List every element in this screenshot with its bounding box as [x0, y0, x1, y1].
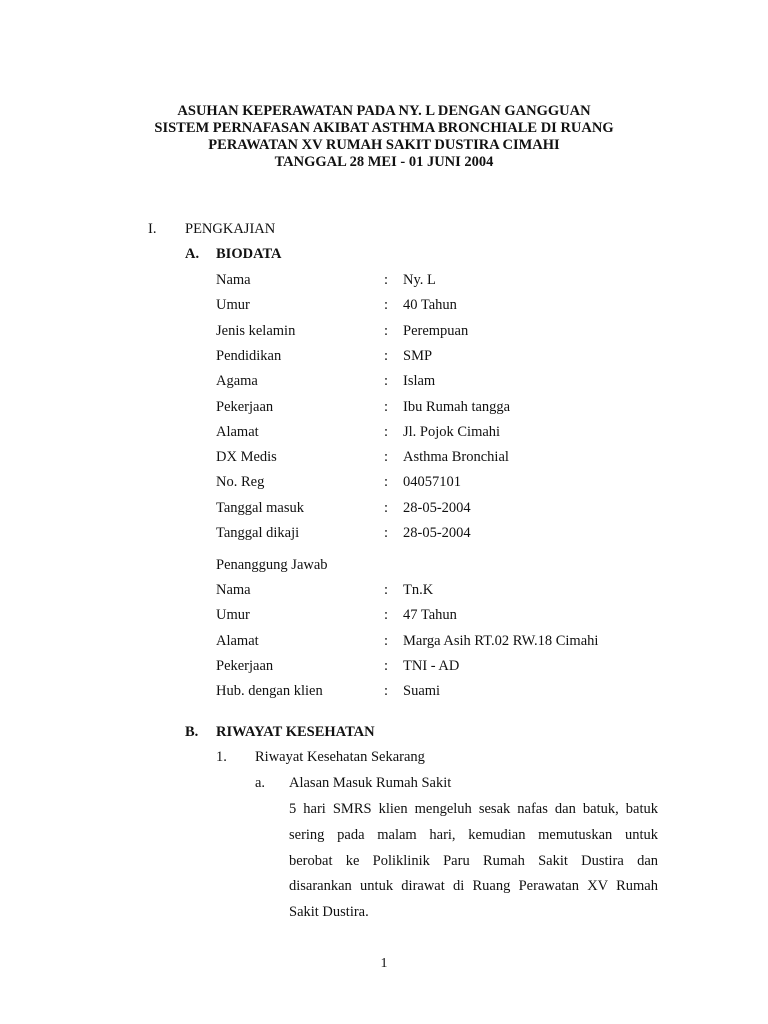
field-value: Perempuan: [403, 322, 469, 339]
field-label: Pendidikan: [216, 347, 282, 364]
field-label: Jenis kelamin: [216, 322, 296, 339]
field-colon: :: [384, 449, 389, 466]
field-value: 04057101: [403, 474, 461, 491]
page-number: 1: [380, 956, 388, 971]
field-label: Tanggal masuk: [216, 499, 304, 516]
list-letter: a.: [255, 775, 266, 791]
field-colon: :: [384, 607, 389, 624]
field-label: Hub. dengan klien: [216, 683, 323, 700]
field-value: Islam: [403, 373, 436, 390]
list-item-text: Riwayat Kesehatan Sekarang: [255, 749, 425, 765]
field-label: Alamat: [216, 423, 259, 440]
paragraph: [289, 797, 658, 926]
field-colon: :: [384, 297, 389, 314]
field-colon: :: [384, 347, 389, 364]
field-colon: :: [384, 499, 389, 516]
section-heading: PENGKAJIAN: [185, 221, 276, 237]
list-number: 1.: [216, 749, 227, 765]
field-label: Nama: [216, 272, 251, 288]
paragraph-line: berobat ke Poliklinik Paru Rumah Sakit Dustira dan: [289, 852, 658, 869]
field-value: TNI - AD: [403, 657, 460, 674]
field-label: Alamat: [216, 632, 259, 649]
field-value: 47 Tahun: [403, 607, 457, 624]
subsection-letter: A.: [185, 246, 200, 262]
paragraph-line: Sakit Dustira.: [289, 904, 369, 921]
field-colon: :: [384, 474, 389, 491]
field-colon: :: [384, 525, 389, 541]
field-value: Asthma Bronchial: [403, 449, 509, 466]
field-colon: :: [384, 398, 389, 415]
field-label: Umur: [216, 607, 250, 624]
field-value: Ny. L: [403, 272, 436, 288]
list-item-text: Alasan Masuk Rumah Sakit: [289, 775, 452, 791]
field-value: 40 Tahun: [403, 297, 457, 314]
field-colon: :: [384, 632, 389, 649]
subsection-letter: B.: [185, 724, 199, 740]
subsection-heading: RIWAYAT KESEHATAN: [216, 724, 375, 740]
section-number: I.: [148, 221, 157, 237]
field-value: Jl. Pojok Cimahi: [403, 423, 501, 440]
paragraph-line: sering pada malam hari, kemudian memutuskan untuk: [289, 826, 658, 843]
field-label: Pekerjaan: [216, 657, 274, 674]
field-label: No. Reg: [216, 474, 265, 491]
field-label: DX Medis: [216, 449, 277, 466]
field-colon: :: [384, 373, 389, 390]
field-value: Tn.K: [403, 582, 434, 598]
field-colon: :: [384, 683, 389, 700]
field-label: Nama: [216, 582, 251, 598]
field-value: 28-05-2004: [403, 499, 471, 516]
field-value: Suami: [403, 683, 441, 700]
field-colon: :: [384, 272, 389, 288]
field-value: Marga Asih RT.02 RW.18 Cimahi: [403, 632, 599, 649]
field-colon: :: [384, 423, 389, 440]
title-line: PERAWATAN XV RUMAH SAKIT DUSTIRA CIMAHI: [208, 137, 560, 153]
field-label: Tanggal dikaji: [216, 525, 300, 541]
field-colon: :: [384, 657, 389, 674]
field-label: Agama: [216, 373, 258, 390]
title-line: ASUHAN KEPERAWATAN PADA NY. L DENGAN GANGGUAN: [177, 103, 591, 119]
field-colon: :: [384, 582, 389, 598]
title-line: SISTEM PERNAFASAN AKIBAT ASTHMA BRONCHIALE DI RUANG: [154, 120, 614, 136]
field-label: Pekerjaan: [216, 398, 274, 415]
field-value: 28-05-2004: [403, 525, 471, 541]
paragraph-line: 5 hari SMRS klien mengeluh sesak nafas dan batuk, batuk: [289, 801, 658, 817]
subsection-heading: BIODATA: [216, 246, 282, 262]
penanggung-heading: Penanggung Jawab: [216, 557, 328, 573]
field-value: SMP: [403, 347, 433, 364]
paragraph-line: disarankan untuk dirawat di Ruang Perawatan XV Rumah: [289, 878, 658, 895]
title-line: TANGGAL 28 MEI - 01 JUNI 2004: [274, 154, 494, 170]
field-colon: :: [384, 322, 389, 339]
field-label: Umur: [216, 297, 250, 314]
field-value: Ibu Rumah tangga: [403, 398, 511, 415]
document-title: [100, 103, 668, 171]
